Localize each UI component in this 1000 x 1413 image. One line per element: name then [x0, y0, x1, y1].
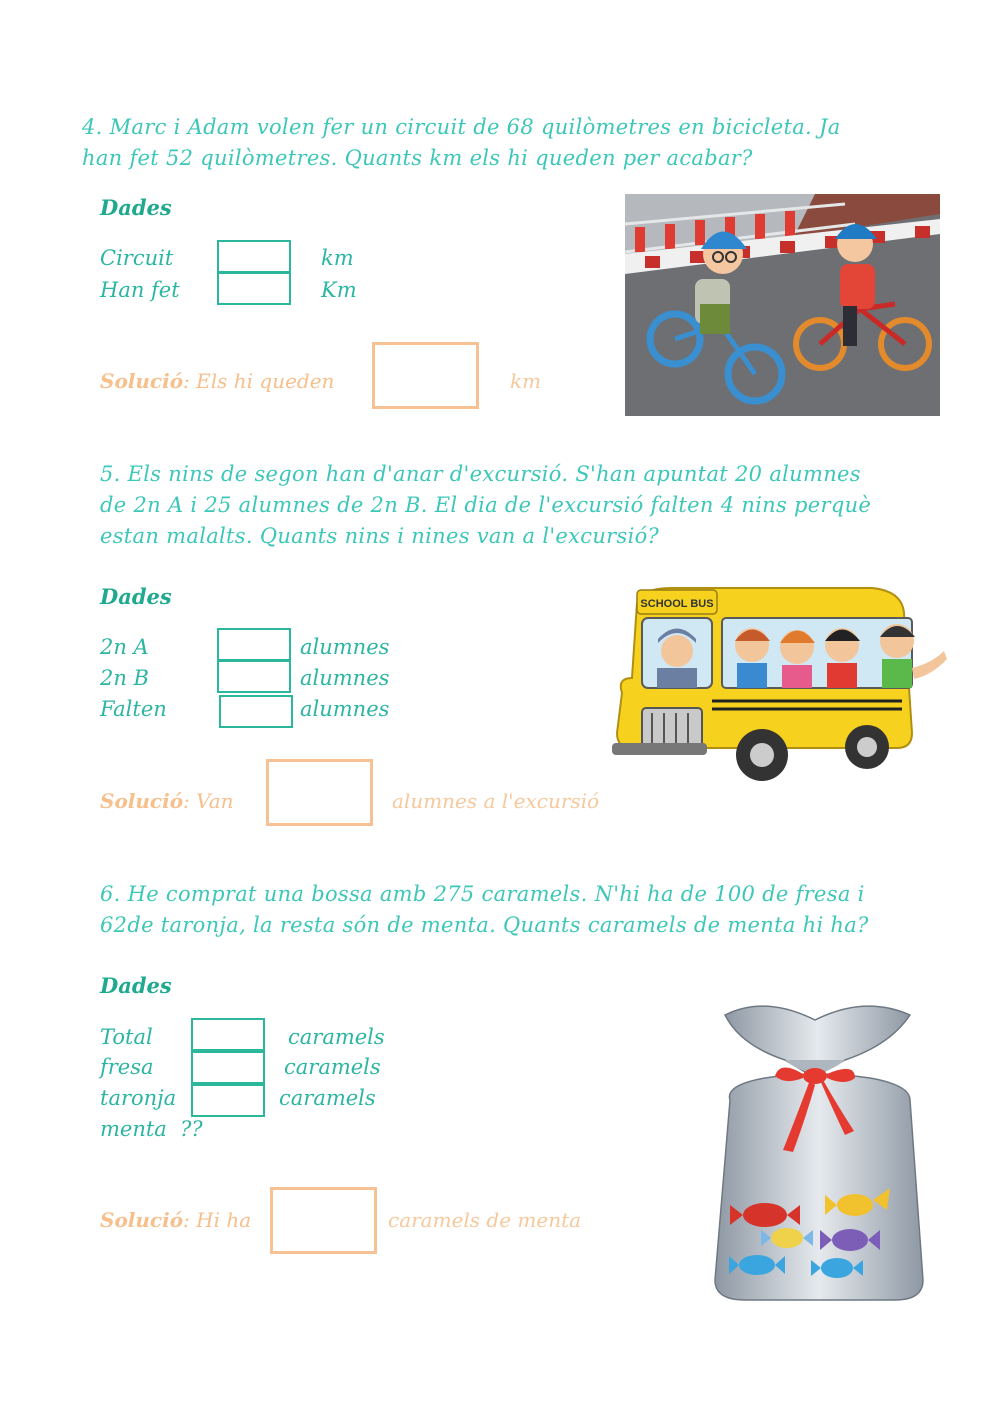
- label-han-fet: Han fet: [100, 278, 180, 302]
- answer-box-falten[interactable]: [219, 695, 293, 728]
- candy-bag-illustration: [705, 990, 935, 1305]
- solution-4-label: Solució: Els hi queden: [100, 369, 335, 393]
- question-5-line-2: de 2n A i 25 alumnes de 2n B. El dia de l'excursió falten 4 nins perquè: [100, 493, 872, 517]
- bus-sign-text: SCHOOL BUS: [640, 598, 714, 610]
- dades-heading-4: Dades: [100, 195, 172, 220]
- school-bus-illustration: [612, 583, 947, 783]
- question-4-line-2: han fet 52 quilòmetres. Quants km els hi queden per acabar?: [82, 146, 753, 170]
- dades-heading-5: Dades: [100, 584, 172, 609]
- unit-total: caramels: [288, 1025, 385, 1049]
- label-2n-a: 2n A: [100, 635, 149, 659]
- unit-2n-b: alumnes: [300, 666, 390, 690]
- unit-falten: alumnes: [300, 697, 390, 721]
- solution-4-unit: km: [510, 369, 542, 393]
- label-circuit: Circuit: [100, 246, 174, 270]
- unit-circuit: km: [321, 246, 354, 270]
- answer-box-2n-b[interactable]: [217, 660, 291, 693]
- question-4-line-1: 4. Marc i Adam volen fer un circuit de 68 quilòmetres en bicicleta. Ja: [82, 115, 841, 139]
- answer-box-fresa[interactable]: [191, 1051, 265, 1084]
- solution-5-unit: alumnes a l'excursió: [392, 789, 600, 813]
- answer-box-taronja[interactable]: [191, 1084, 265, 1117]
- answer-box-han-fet[interactable]: [217, 272, 291, 305]
- question-6-line-1: 6. He comprat una bossa amb 275 caramels. N'hi ha de 100 de fresa i: [100, 882, 865, 906]
- unit-2n-a: alumnes: [300, 635, 390, 659]
- label-falten: Falten: [100, 697, 167, 721]
- label-menta: menta ??: [100, 1117, 203, 1141]
- answer-box-2n-a[interactable]: [217, 628, 291, 661]
- label-total: Total: [100, 1025, 153, 1049]
- label-fresa: fresa: [100, 1055, 154, 1079]
- label-taronja: taronja: [100, 1086, 177, 1110]
- solution-6-box[interactable]: [270, 1187, 377, 1254]
- kids-cycling-illustration: [625, 194, 940, 416]
- solution-5-box[interactable]: [266, 759, 373, 826]
- dades-heading-6: Dades: [100, 973, 172, 998]
- answer-box-total[interactable]: [191, 1018, 265, 1051]
- solution-6-unit: caramels de menta: [388, 1208, 582, 1232]
- question-5-line-3: estan malalts. Quants nins i nines van a l'excursió?: [100, 524, 660, 548]
- question-6-line-2: 62de taronja, la resta són de menta. Quants caramels de menta hi ha?: [100, 913, 869, 937]
- question-5-line-1: 5. Els nins de segon han d'anar d'excursió. S'han apuntat 20 alumnes: [100, 462, 861, 486]
- unit-fresa: caramels: [284, 1055, 381, 1079]
- unit-han-fet: Km: [321, 278, 357, 302]
- solution-6-label: Solució: Hi ha: [100, 1208, 252, 1232]
- answer-box-circuit[interactable]: [217, 240, 291, 273]
- label-2n-b: 2n B: [100, 666, 149, 690]
- unit-taronja: caramels: [279, 1086, 376, 1110]
- solution-4-box[interactable]: [372, 342, 479, 409]
- solution-5-label: Solució: Van: [100, 789, 234, 813]
